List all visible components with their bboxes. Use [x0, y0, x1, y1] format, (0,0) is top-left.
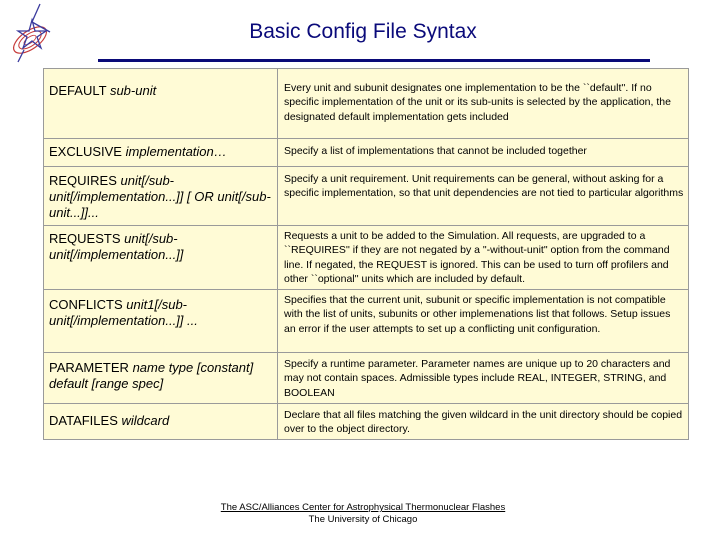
footer-university: The University of Chicago: [308, 514, 418, 525]
description-cell: [278, 226, 689, 290]
keyword-cell: [44, 139, 278, 167]
keyword-args: unit[/sub-unit[/implementation...]]: [49, 231, 184, 262]
keyword-args: wildcard: [121, 413, 170, 428]
table-row: [44, 139, 689, 167]
keyword: DATAFILES: [49, 413, 118, 428]
description: Specify a unit requirement. Unit requirements can be general, without asking for a specific implementation, so that unit dependencies are not tied to particular algorithms: [284, 173, 684, 200]
table-row: [44, 353, 689, 404]
slide-title: Basic Config File Syntax: [249, 20, 477, 43]
keyword: PARAMETER: [49, 360, 129, 375]
keyword: EXCLUSIVE: [49, 144, 122, 159]
table-row: [44, 404, 689, 440]
keyword: DEFAULT: [49, 83, 107, 98]
table-row: [44, 290, 689, 353]
keyword: REQUIRES: [49, 173, 117, 188]
table-row: [44, 226, 689, 290]
description-cell: [278, 404, 689, 440]
keyword-args: implementation…: [125, 144, 227, 159]
description-cell: [278, 139, 689, 167]
description: Specify a runtime parameter. Parameter names are unique up to 20 characters and may not contain spaces. Admissible types include REAL, INTEGER, STRING, and BOOLEAN: [284, 358, 671, 399]
footer: [160, 502, 566, 526]
description-cell: [278, 69, 689, 139]
keyword-cell: [44, 226, 278, 290]
keyword-args: name type [constant] default [range spec]: [49, 360, 254, 391]
title-rule: [98, 59, 650, 62]
keyword-cell: [44, 404, 278, 440]
table-row: [44, 69, 689, 139]
description: Declare that all files matching the given wildcard in the unit directory should be copied over to the object directory.: [284, 409, 683, 436]
footer-center-link[interactable]: The ASC/Alliances Center for Astrophysical Thermonuclear Flashes: [220, 502, 506, 513]
description: Requests a unit to be added to the Simulation. All requests, are upgraded to a ``REQUIRES'' if they are not negated by a "-without-unit" option from the command line. If negated, the REQUEST is ignored. This can be used to turn off profilers and other ``optional'' units which are included by default.: [284, 230, 670, 285]
description: Specify a list of implementations that cannot be included together: [284, 145, 587, 157]
table-row: [44, 167, 689, 226]
description: Every unit and subunit designates one implementation to be the ``default''. If no specific implementation of the unit or its sub-units is selected by the application, the designated default implementation gets included: [284, 82, 671, 123]
keyword-cell: [44, 69, 278, 139]
description: Specifies that the current unit, subunit or specific implementation is not compatible with the list of units, subunits or other implemenations list that follows. Setup issues an error if the user attempts to set up a conflicting unit configuration.: [284, 294, 671, 335]
description-cell: [278, 167, 689, 226]
description-cell: [278, 290, 689, 353]
keyword-args: sub-unit: [109, 83, 157, 98]
config-syntax-table: [43, 68, 689, 440]
keyword-cell: [44, 353, 278, 404]
keyword-cell: [44, 290, 278, 353]
keyword-cell: [44, 167, 278, 226]
keyword: CONFLICTS: [49, 297, 123, 312]
keyword: REQUESTS: [49, 231, 121, 246]
description-cell: [278, 353, 689, 404]
keyword-args: unit1[/sub-unit[/implementation...]] ...: [49, 297, 198, 328]
keyword-args: unit[/sub-unit[/implementation...]] [ OR unit[/sub-unit...]]...: [49, 173, 271, 220]
